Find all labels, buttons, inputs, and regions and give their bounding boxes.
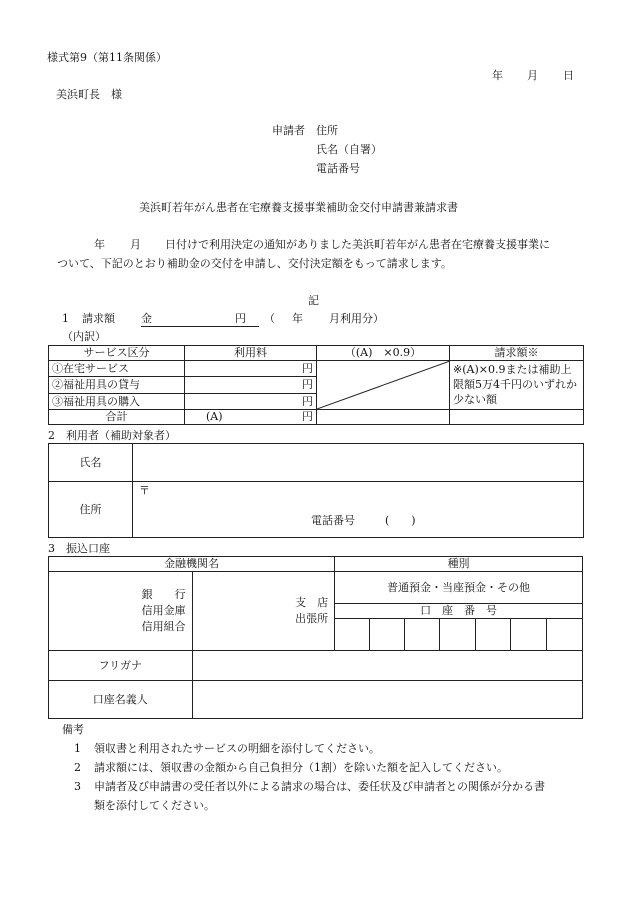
section2-heading: 2 利用者（補助対象者） xyxy=(48,429,176,442)
account-digit[interactable] xyxy=(440,619,475,651)
user-name-label: 氏名 xyxy=(49,444,133,482)
bank-table xyxy=(48,556,583,719)
deposit-types: 普通預金・当座預金・その他 xyxy=(335,572,583,604)
row-purchase: ③福祉用具の購入 xyxy=(49,393,185,409)
remark-3-text-cont: 類を添付してください。 xyxy=(94,799,215,812)
remark-1-number: 1 xyxy=(74,742,81,755)
credit-bank-label: 信用金庫 xyxy=(141,604,186,618)
ki-mark: 記 xyxy=(308,294,319,307)
form-number: 様式第9（第11条関係） xyxy=(47,51,167,64)
date-day: 日 xyxy=(563,69,574,82)
row-rental-fee: 円 xyxy=(185,377,317,393)
section1-year: 年 xyxy=(292,312,303,325)
row-total-fee xyxy=(185,410,317,425)
account-digit[interactable] xyxy=(510,619,546,651)
breakdown-table xyxy=(48,345,584,425)
section1-paren: （ xyxy=(264,312,275,325)
section1-label: 請求額 xyxy=(82,312,115,325)
branch-label: 支 店 xyxy=(295,596,329,610)
applicant-label: 申請者 xyxy=(272,124,305,137)
total-yen: 円 xyxy=(302,410,313,424)
furigana-field[interactable] xyxy=(192,651,582,681)
addressee: 美浜町長 様 xyxy=(56,88,122,101)
account-digit[interactable] xyxy=(475,619,510,651)
type-header: 種別 xyxy=(335,557,583,572)
bank-kind-cell xyxy=(49,572,193,651)
user-address-label: 住所 xyxy=(49,482,133,538)
account-digit[interactable] xyxy=(405,619,440,651)
user-table xyxy=(48,443,584,538)
holder-field[interactable] xyxy=(192,681,582,719)
remark-1-text: 領収書と利用されたサービスの明細を添付してください。 xyxy=(94,742,380,755)
calc-cell xyxy=(317,361,450,410)
row-rental: ②福祉用具の貸与 xyxy=(49,377,185,393)
claim-note: ※(A)×0.9または補助上限額5万4千円のいずれか少ない額 xyxy=(450,361,584,410)
total-calc xyxy=(317,410,450,425)
row-home-service-fee: 円 xyxy=(185,361,317,377)
header-calc: （(A) ×0.9） xyxy=(317,346,450,361)
remark-2-number: 2 xyxy=(74,761,81,774)
remark-3-number: 3 xyxy=(74,780,81,793)
remark-2-text: 請求額には、領収書の金額から自己負担分（1割）を除いた額を記入してください。 xyxy=(94,761,508,774)
breakdown-label: （内訳） xyxy=(62,330,106,343)
user-address-field[interactable] xyxy=(133,482,584,538)
credit-union-label: 信用組合 xyxy=(141,619,186,633)
user-phone-paren: ( ) xyxy=(385,514,416,527)
user-phone-label: 電話番号 xyxy=(311,514,355,527)
institution-header: 金融機関名 xyxy=(49,557,335,572)
branch-cell xyxy=(192,572,335,651)
amount-underline xyxy=(141,326,259,327)
account-digit[interactable] xyxy=(546,619,582,651)
body-month: 月 xyxy=(130,238,141,251)
applicant-address: 住所 xyxy=(316,124,338,137)
header-claim: 請求額※ xyxy=(450,346,584,361)
section1-yen: 円 xyxy=(235,312,246,325)
user-name-field[interactable] xyxy=(133,444,584,482)
remarks-heading: 備考 xyxy=(62,723,84,736)
account-digit[interactable] xyxy=(370,619,405,651)
date-month: 月 xyxy=(527,69,538,82)
body-year: 年 xyxy=(94,238,105,251)
applicant-name: 氏名（自署） xyxy=(316,143,382,156)
remark-3-text: 申請者及び申請書の受任者以外による請求の場合は、委任状及び申請者との関係が分かる書 xyxy=(94,780,545,793)
section1-usage: 月利用分） xyxy=(329,312,384,325)
furigana-label: フリガナ xyxy=(49,651,193,681)
section3-heading: 3 振込口座 xyxy=(48,542,110,555)
row-home-service: ①在宅サービス xyxy=(49,361,185,377)
postal-mark: 〒 xyxy=(139,484,150,497)
section1-amount-prefix: 金 xyxy=(141,312,152,325)
body-line1: 日付けで利用決定の通知がありました美浜町若年がん患者在宅療養支援事業に xyxy=(165,238,550,251)
diagonal-line xyxy=(317,361,450,409)
total-claim xyxy=(450,410,584,425)
date-year: 年 xyxy=(492,69,503,82)
account-digit[interactable] xyxy=(335,619,370,651)
total-mark: (A) xyxy=(206,410,223,424)
office-label: 出張所 xyxy=(295,612,329,625)
holder-label: 口座名義人 xyxy=(49,681,193,719)
section1-number: 1 xyxy=(62,312,69,325)
header-fee: 利用料 xyxy=(185,346,317,361)
account-number-header: 口 座 番 号 xyxy=(335,604,583,619)
header-service: サービス区分 xyxy=(49,346,185,361)
applicant-phone: 電話番号 xyxy=(316,162,360,175)
body-line2: ついて、下記のとおり補助金の交付を申請し、交付決定額をもって請求します。 xyxy=(57,257,452,270)
bank-label: 銀 行 xyxy=(141,588,186,602)
document-title: 美浜町若年がん患者在宅療養支援事業補助金交付申請書兼請求書 xyxy=(139,201,458,214)
row-total: 合計 xyxy=(49,410,185,425)
row-purchase-fee: 円 xyxy=(185,393,317,409)
